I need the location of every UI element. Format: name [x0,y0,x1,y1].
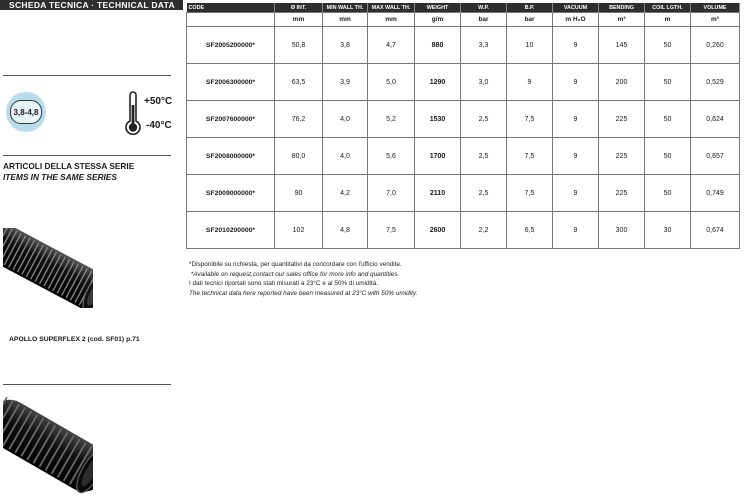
table-cell: 50 [645,175,691,212]
column-header: Ø INT. [275,3,323,13]
series-title-it: ARTICOLI DELLA STESSA SERIE [3,161,135,171]
unit-cell: m³ [599,13,645,27]
column-header: B.P. [507,3,553,13]
table-cell: 9 [553,212,599,249]
column-header: COIL LGTH. [645,3,691,13]
column-header: MIN WALL TH. [323,3,368,13]
table-cell: 9 [553,138,599,175]
technical-data-table [186,3,740,249]
max-temperature: +50°C [144,96,173,107]
weight-cell: 1700 [415,138,461,175]
column-header: WEIGHT [415,3,461,13]
footnote-conditions-it: I dati tecnici riportati sono stati misurati a 23°C e al 50% di umidità. [189,280,379,288]
table-cell: 9 [553,175,599,212]
unit-cell: bar [461,13,507,27]
code-cell: SF2007600000* [187,101,275,138]
column-header: VACUUM [553,3,599,13]
table-row [187,175,740,212]
table-cell: 9 [553,64,599,101]
table-cell: 102 [275,212,323,249]
unit-cell [187,13,275,27]
unit-cell: mm [275,13,323,27]
series-title-en: ITEMS IN THE SAME SERIES [3,172,117,182]
weight-cell: 1290 [415,64,461,101]
table-cell: 3,0 [461,64,507,101]
table-cell: 0,657 [691,138,740,175]
divider [3,384,171,385]
table-row [187,64,740,101]
weight-cell: 2110 [415,175,461,212]
unit-cell: m³ [691,13,740,27]
table-cell: 50 [645,138,691,175]
table-cell: 0,624 [691,101,740,138]
column-header: CODE [187,3,275,13]
table-cell: 4,7 [368,27,415,64]
code-cell: SF2010200000* [187,212,275,249]
table-cell: 200 [599,64,645,101]
table-cell: 6,5 [507,212,553,249]
table-cell: 2,5 [461,138,507,175]
table-cell: 3,8 [323,27,368,64]
table-cell: 300 [599,212,645,249]
weight-cell: 1530 [415,101,461,138]
table-cell: 5,0 [368,64,415,101]
table-cell: 3,9 [323,64,368,101]
table-row [187,138,740,175]
table-header-row [187,3,740,13]
table-cell: 2,5 [461,175,507,212]
table-cell: 9 [507,64,553,101]
table-cell: 225 [599,175,645,212]
table-cell: 7,0 [368,175,415,212]
table-cell: 10 [507,27,553,64]
table-cell: 63,5 [275,64,323,101]
product-label[interactable]: APOLLO SUPERFLEX 2 (cod. SF01) p.71 [9,336,140,343]
table-cell: 50 [645,101,691,138]
table-cell: 2,2 [461,212,507,249]
table-cell: 7,5 [507,138,553,175]
unit-cell: g/m [415,13,461,27]
table-cell: 3,3 [461,27,507,64]
table-cell: 80,0 [275,138,323,175]
unit-cell: bar [507,13,553,27]
code-cell: SF2009000000* [187,175,275,212]
table-cell: 2,5 [461,101,507,138]
hose-product-image[interactable] [3,228,93,308]
footnote-availability-en: *Available on request,contact our sales office for more info and quantities. [189,270,400,278]
table-cell: 5,2 [368,101,415,138]
table-cell: 7,5 [507,175,553,212]
table-cell: 0,749 [691,175,740,212]
divider [3,155,171,156]
table-cell: 4,0 [323,101,368,138]
code-cell: SF2006300000* [187,64,275,101]
code-cell: SF2008000000* [187,138,275,175]
code-cell: SF2005200000* [187,27,275,64]
table-cell: 0,260 [691,27,740,64]
weight-cell: 2600 [415,212,461,249]
table-cell: 4,8 [323,212,368,249]
section-header: SCHEDA TECNICA · TECHNICAL DATA [0,0,183,10]
thermometer-icon [122,91,144,137]
column-header: W.P. [461,3,507,13]
unit-cell: m H₂O [553,13,599,27]
min-temperature: -40°C [146,120,172,131]
table-cell: 0,674 [691,212,740,249]
table-cell: 50 [645,27,691,64]
table-cell: 50 [645,64,691,101]
footnote-conditions-en: The technical data here reported have been measured at 23°C with 50% umidity. [189,289,418,297]
column-header: VOLUME [691,3,740,13]
table-row [187,101,740,138]
unit-cell: mm [323,13,368,27]
divider [3,75,171,76]
table-cell: 76,2 [275,101,323,138]
left-panel [0,0,180,500]
units-row [187,13,740,27]
table-cell: 225 [599,138,645,175]
table-cell: 225 [599,101,645,138]
unit-cell: m [645,13,691,27]
table-cell: 4,0 [323,138,368,175]
table-cell: 50,8 [275,27,323,64]
unit-cell: mm [368,13,415,27]
table-cell: 145 [599,27,645,64]
weight-cell: 880 [415,27,461,64]
table-cell: 30 [645,212,691,249]
table-cell: 9 [553,27,599,64]
table-cell: 4,2 [323,175,368,212]
table-cell: 90 [275,175,323,212]
table-cell: 7,5 [368,212,415,249]
table-cell: 7,5 [507,101,553,138]
footnotes [189,260,417,298]
column-header: BENDING [599,3,645,13]
footnote-availability-it: *Disponibile su richiesta, per quantitativi da concordare con l'ufficio vendite. [189,261,402,268]
table-cell: 9 [553,101,599,138]
thickness-badge-label: 3,8-4,8 [10,100,42,124]
table-row [187,212,740,249]
column-header: MAX WALL TH. [368,3,415,13]
table-cell: 5,6 [368,138,415,175]
thickness-badge-icon [6,92,46,132]
table-row [187,27,740,64]
hose-product-image[interactable] [3,394,93,500]
table-cell: 0,529 [691,64,740,101]
